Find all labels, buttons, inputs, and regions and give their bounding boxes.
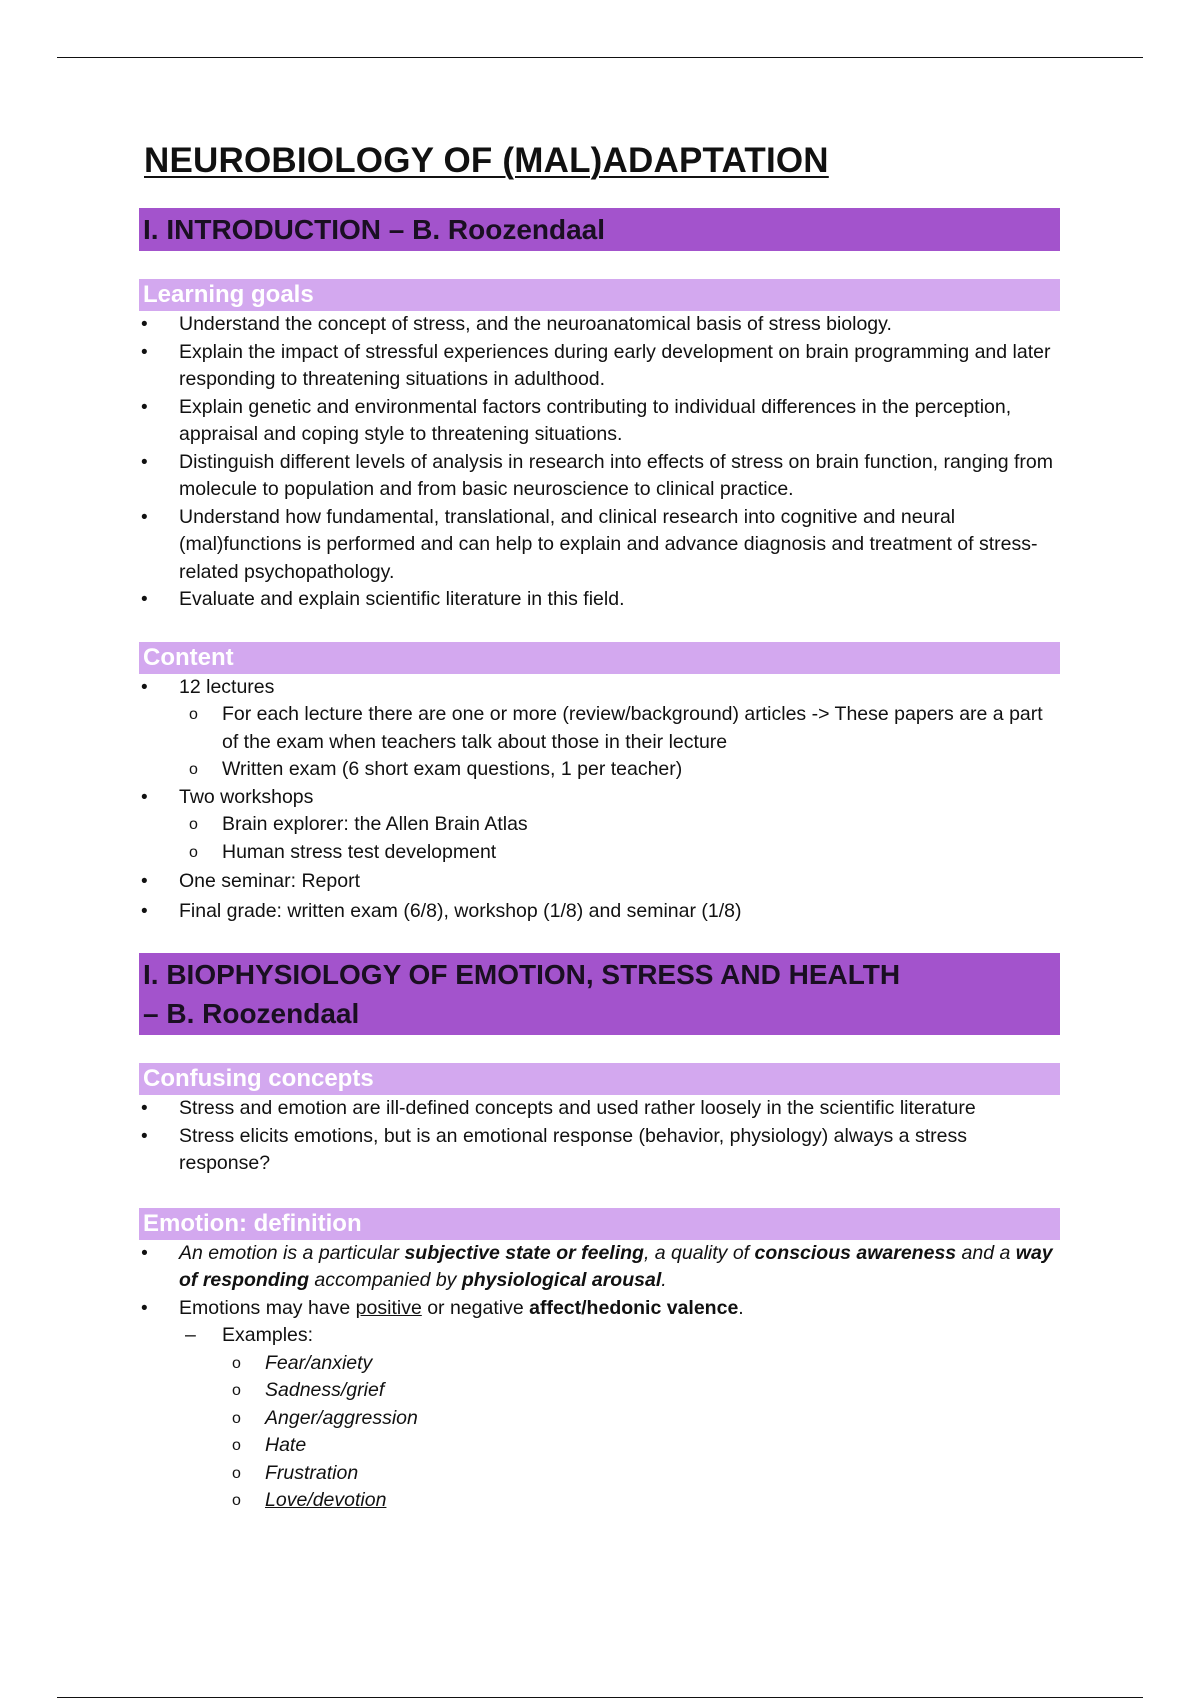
confusing-concepts-list — [139, 1095, 1060, 1178]
workshops-label: Two workshops — [179, 785, 314, 808]
examples-list — [222, 1350, 1060, 1515]
list-item-valence — [139, 1295, 1060, 1515]
definition-term: subjective state or feeling — [404, 1241, 644, 1264]
subheading-content: Content — [139, 642, 1060, 674]
lectures-label: 12 lectures — [179, 675, 275, 698]
definition-text: , a quality of — [643, 1241, 755, 1264]
workshops-sublist — [179, 811, 1060, 866]
list-item: • Understand the concept of stress, and the neuroanatomical basis of stress biology. — [139, 311, 1060, 339]
definition-term: way of responding — [179, 1241, 1053, 1291]
top-rule — [57, 57, 1143, 58]
examples-dash-list — [179, 1322, 1060, 1515]
examples-label: Examples: — [222, 1324, 314, 1346]
sub-list-item: o For each lecture there are one or more (review/background) articles -> These papers are a part of the exam when teachers talk about those in their lecture — [179, 701, 1060, 756]
example-item: o Fear/anxiety — [222, 1350, 1060, 1378]
list-item-workshops — [139, 784, 1060, 867]
section-heading-line-2: – B. Roozendaal — [143, 998, 360, 1029]
list-item: • Stress and emotion are ill-defined concepts and used rather loosely in the scientific literature — [139, 1095, 1060, 1123]
emotion-definition-list — [139, 1240, 1060, 1515]
valence-term: affect/hedonic valence — [529, 1296, 739, 1319]
list-item: • Stress elicits emotions, but is an emotional response (behavior, physiology) always a stress response? — [139, 1123, 1060, 1178]
list-item: • Explain genetic and environmental factors contributing to individual differences in the perception, appraisal and coping style to threatening situations. — [139, 394, 1060, 449]
example-item: o Hate — [222, 1432, 1060, 1460]
list-item: • Evaluate and explain scientific literature in this field. — [139, 586, 1060, 614]
list-item-seminar: • One seminar: Report — [139, 868, 1060, 896]
definition-text: accompanied by — [309, 1269, 462, 1291]
example-item: o Frustration — [222, 1460, 1060, 1488]
section-heading-line-1: I. BIOPHYSIOLOGY OF EMOTION, STRESS AND HEALTH — [143, 959, 901, 990]
list-item: • Distinguish different levels of analysis in research into effects of stress on brain function, ranging from molecule to population and from basic neuroscience to clinical practice. — [139, 449, 1060, 504]
definition-term: physiological arousal — [461, 1269, 662, 1291]
valence-text: Emotions may have — [179, 1296, 356, 1319]
valence-text: . — [738, 1296, 744, 1319]
sub-list-item: o Human stress test development — [179, 839, 1060, 867]
example-item: o Anger/aggression — [222, 1405, 1060, 1433]
section-heading-biophysiology — [139, 953, 1060, 1035]
valence-positive: positive — [355, 1296, 422, 1319]
definition-text: and a — [956, 1241, 1016, 1264]
list-item: • Explain the impact of stressful experiences during early development on brain programming and later responding to threatening situations in adulthood. — [139, 339, 1060, 394]
sub-list-item: o Written exam (6 short exam questions, 1 per teacher) — [179, 756, 1060, 784]
document-title: NEUROBIOLOGY OF (MAL)ADAPTATION — [144, 141, 829, 180]
definition-text: . — [661, 1269, 667, 1291]
definition-text: An emotion is a particular — [179, 1241, 405, 1264]
bottom-rule — [57, 1697, 1143, 1698]
list-item-grade: • Final grade: written exam (6/8), workshop (1/8) and seminar (1/8) — [139, 898, 1060, 926]
example-item: o Love/devotion — [222, 1487, 1060, 1515]
subheading-emotion-definition: Emotion: definition — [139, 1208, 1060, 1240]
subheading-confusing-concepts: Confusing concepts — [139, 1063, 1060, 1095]
valence-text: or negative — [421, 1296, 530, 1319]
examples-item — [179, 1322, 1060, 1515]
lectures-sublist — [179, 701, 1060, 784]
sub-list-item: o Brain explorer: the Allen Brain Atlas — [179, 811, 1060, 839]
content-list — [139, 674, 1060, 926]
list-item: • Understand how fundamental, translational, and clinical research into cognitive and neural (mal)functions is performed and can help to explain and advance diagnosis and treatment of stress-related psychopathology. — [139, 504, 1060, 587]
example-item: o Sadness/grief — [222, 1377, 1060, 1405]
list-item-lectures — [139, 674, 1060, 784]
list-item-definition — [139, 1240, 1060, 1295]
section-heading-introduction: I. INTRODUCTION – B. Roozendaal — [139, 208, 1060, 251]
learning-goals-list — [139, 311, 1060, 614]
definition-term: conscious awareness — [754, 1241, 957, 1264]
subheading-learning-goals: Learning goals — [139, 279, 1060, 311]
document-body — [139, 140, 1060, 1515]
